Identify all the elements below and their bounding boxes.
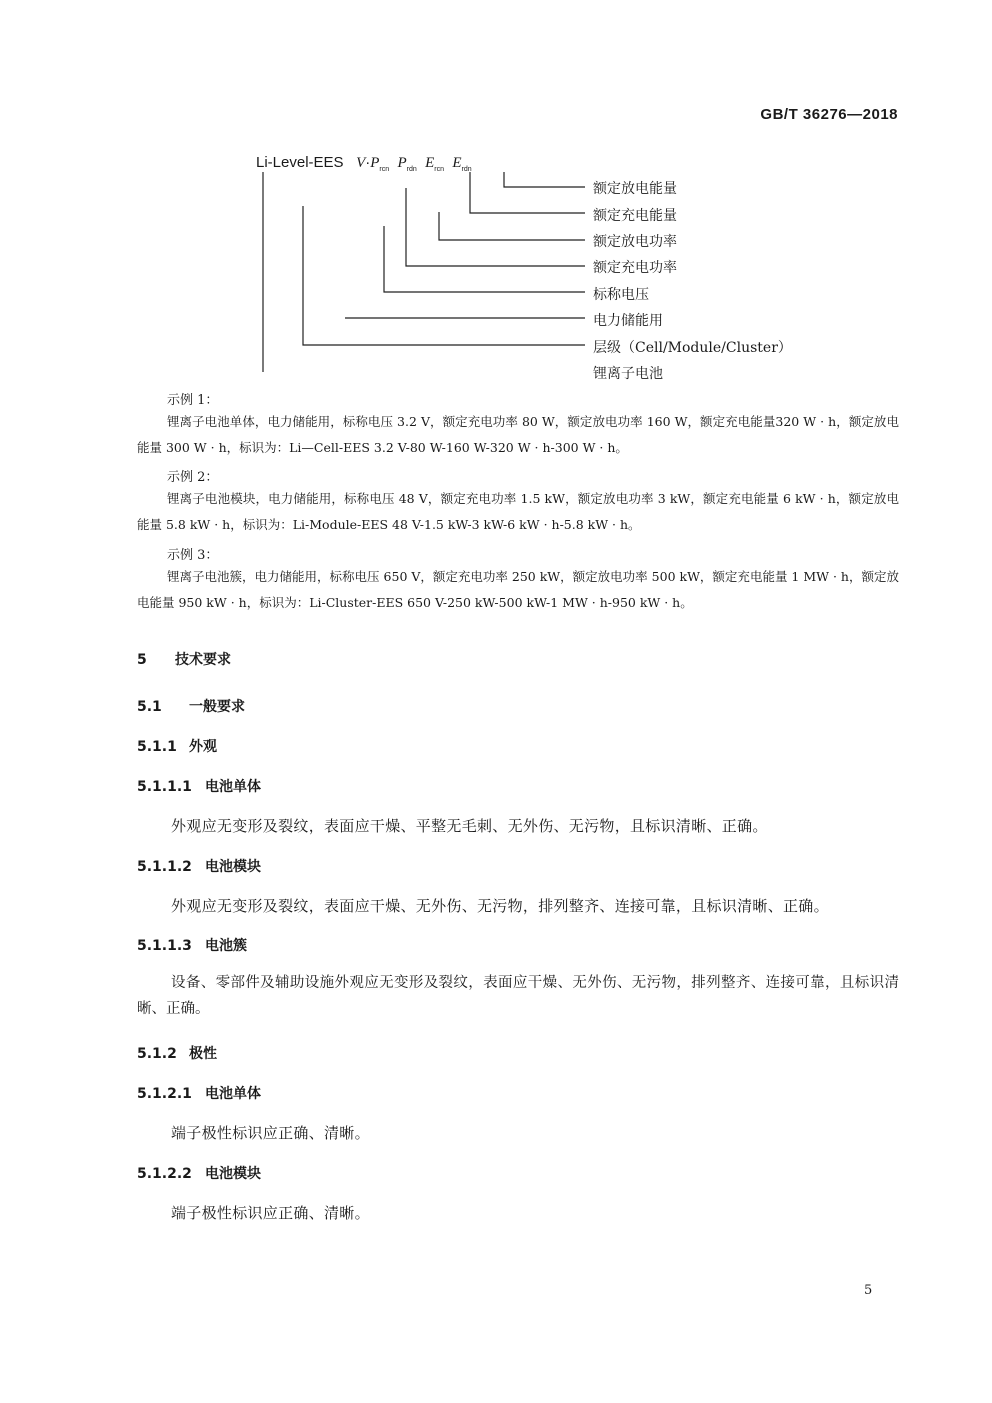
code-e-rdn-sub: rdn bbox=[461, 166, 472, 173]
section-number: 5.1.2 bbox=[137, 1046, 177, 1062]
example-1-text: 锂离子电池单体，电力储能用，标称电压 3.2 V，额定充电功率 80 W，额定放电功率 160 W，额定充电能量320 W · h，额定放电能量 300 W · h，标识为：Li—Cell-EES 3.2 V-80 W-160 W-320 W · h-300 W · h。 bbox=[137, 414, 899, 455]
code-p-rcn-sub: rcn bbox=[379, 166, 390, 173]
section-title: 极性 bbox=[189, 1046, 217, 1062]
section-number: 5.1.1.3 bbox=[137, 938, 192, 954]
leader-line-level bbox=[303, 206, 585, 345]
code-p-rdn: P bbox=[397, 155, 407, 171]
example-2-label: 示例 2： bbox=[167, 470, 219, 485]
section-number: 5.1.2.1 bbox=[137, 1086, 192, 1102]
label-nominal-voltage: 标称电压 bbox=[593, 287, 649, 303]
section-heading-5-1-1-2 bbox=[137, 856, 261, 876]
section-heading-5-1-2-1 bbox=[137, 1083, 261, 1103]
label-chemistry: 锂离子电池 bbox=[593, 366, 663, 382]
example-3-label: 示例 3： bbox=[167, 548, 219, 563]
example-2-text: 锂离子电池模块，电力储能用，标称电压 48 V，额定充电功率 1.5 kW，额定放电功率 3 kW，额定充电能量 6 kW · h，额定放电能量 5.8 kW · h，标识为：Li-Module-EES 48 V-1.5 kW-3 kW-6 kW · h-5.8 kW · h。 bbox=[137, 491, 899, 532]
section-text-5-1-2-2: 端子极性标识应正确、清晰。 bbox=[171, 1204, 370, 1222]
section-number: 5.1.1 bbox=[137, 739, 177, 755]
section-text-5-1-2-1: 端子极性标识应正确、清晰。 bbox=[171, 1124, 370, 1142]
page-number: 5 bbox=[864, 1283, 873, 1298]
standard-code: GB/T 36276—2018 bbox=[760, 106, 898, 123]
section-number: 5.1.2.2 bbox=[137, 1166, 192, 1182]
section-heading-5-1-2-2 bbox=[137, 1163, 261, 1183]
label-rated-discharge-power: 额定放电功率 bbox=[593, 234, 677, 250]
section-heading-5-1-2 bbox=[137, 1043, 217, 1063]
section-title: 电池模块 bbox=[205, 859, 261, 875]
section-heading-5-1 bbox=[137, 696, 245, 716]
section-title: 技术要求 bbox=[175, 652, 231, 668]
section-heading-5-1-1-1 bbox=[137, 776, 261, 796]
section-heading-5-1-1 bbox=[137, 736, 217, 756]
label-purpose: 电力储能用 bbox=[593, 313, 663, 329]
section-number: 5.1.1.2 bbox=[137, 859, 192, 875]
example-3-text: 锂离子电池簇，电力储能用，标称电压 650 V，额定充电功率 250 kW，额定放电功率 500 kW，额定充电能量 1 MW · h，额定放电能量 950 kW · h，标识为：Li-Cluster-EES 650 V-250 kW-500 kW-1 MW · h-950 kW · h。 bbox=[137, 569, 899, 610]
designation-code: Li-Level-EES $V\cdot P_{rcn}$ $P_{rdn}$ $E_{rcn}$ $E_{rdn}$ bbox=[256, 154, 472, 173]
leader-line-voltage bbox=[384, 226, 585, 292]
code-p-rcn: P bbox=[370, 155, 380, 171]
leader-line-p-rdn bbox=[439, 212, 585, 240]
label-rated-discharge-energy: 额定放电能量 bbox=[593, 181, 677, 197]
code-e-rcn-sub: rcn bbox=[434, 166, 445, 173]
section-heading-5-1-1-3 bbox=[137, 935, 247, 955]
section-number: 5 bbox=[137, 652, 147, 668]
label-rated-charge-energy: 额定充电能量 bbox=[593, 208, 677, 224]
code-p-rdn-sub: rdn bbox=[406, 166, 417, 173]
section-text-5-1-1-3: 设备、零部件及辅助设施外观应无变形及裂纹，表面应干燥、无外伤、无污物，排列整齐、连接可靠，且标识清晰、正确。 bbox=[137, 975, 899, 1017]
section-title: 电池模块 bbox=[205, 1166, 261, 1182]
leader-line-e-rcn bbox=[470, 172, 585, 213]
section-number: 5.1.1.1 bbox=[137, 779, 192, 795]
section-title: 电池单体 bbox=[205, 779, 261, 795]
designation-leader-lines bbox=[0, 0, 992, 400]
section-title: 外观 bbox=[189, 739, 217, 755]
leader-line-p-rcn bbox=[406, 188, 585, 266]
code-prefix: Li-Level-EES bbox=[256, 154, 344, 171]
code-e-rdn: E bbox=[452, 155, 462, 171]
section-title: 电池单体 bbox=[205, 1086, 261, 1102]
example-1-label: 示例 1： bbox=[167, 393, 219, 408]
code-voltage: V bbox=[356, 155, 366, 171]
code-e-rcn: E bbox=[425, 155, 435, 171]
section-title: 电池簇 bbox=[205, 938, 247, 954]
section-text-5-1-1-2: 外观应无变形及裂纹，表面应干燥、无外伤、无污物，排列整齐、连接可靠，且标识清晰、正确。 bbox=[171, 897, 829, 915]
leader-line-e-rdn bbox=[504, 172, 585, 187]
section-number: 5.1 bbox=[137, 699, 162, 715]
label-rated-charge-power: 额定充电功率 bbox=[593, 260, 677, 276]
section-heading-5 bbox=[137, 649, 231, 669]
label-level: 层级（Cell/Module/Cluster） bbox=[593, 340, 792, 356]
section-title: 一般要求 bbox=[189, 699, 245, 715]
section-text-5-1-1-1: 外观应无变形及裂纹，表面应干燥、平整无毛刺、无外伤、无污物，且标识清晰、正确。 bbox=[171, 817, 768, 835]
